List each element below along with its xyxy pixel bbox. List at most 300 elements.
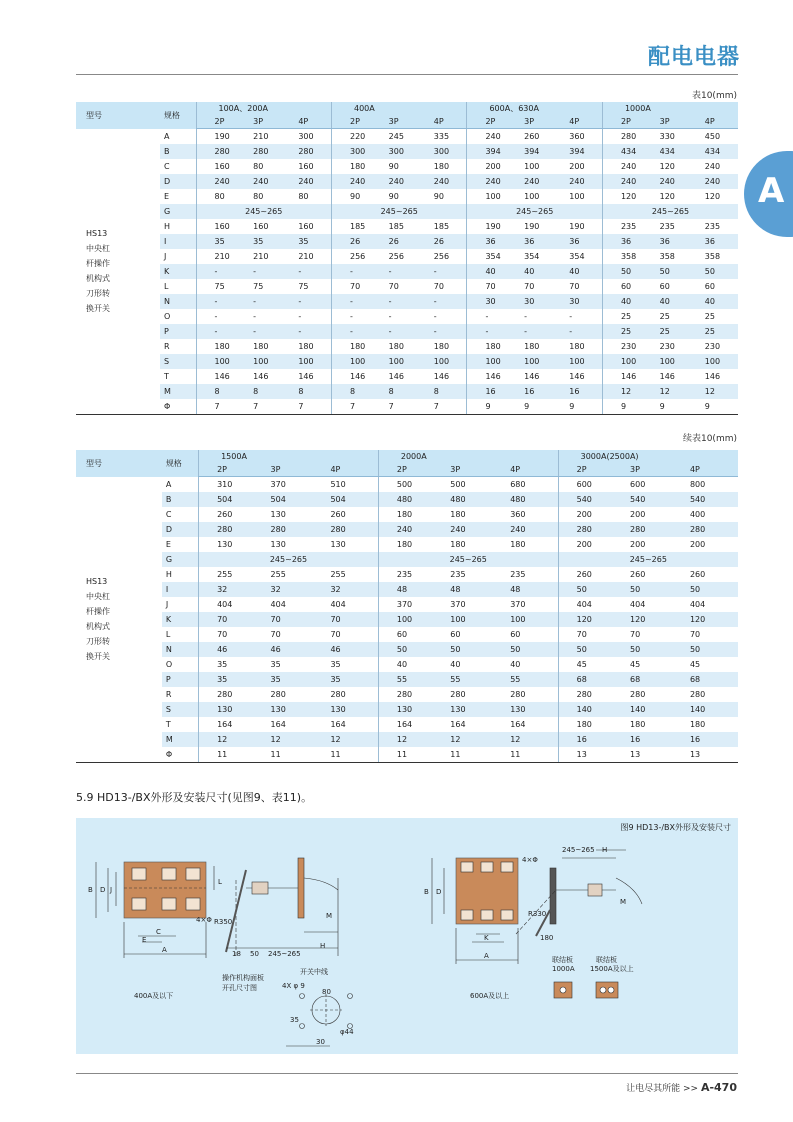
table-cell: - bbox=[196, 309, 241, 324]
table-cell: 100 bbox=[378, 612, 438, 627]
table-cell: 100 bbox=[524, 192, 540, 201]
table-cell: 70 bbox=[318, 612, 378, 627]
table-cell: 36 bbox=[467, 234, 512, 249]
table-cell: 40 bbox=[450, 660, 461, 669]
table-cell: 280 bbox=[378, 687, 438, 702]
fig-label-4phi9: 4X φ 9 bbox=[282, 982, 305, 990]
table-row bbox=[76, 159, 738, 174]
table-cell: 240 bbox=[331, 174, 376, 189]
table-cell: 200 bbox=[558, 507, 618, 522]
dim-label: C bbox=[165, 510, 172, 519]
table-cell: 255 bbox=[270, 570, 286, 579]
table-cell: 9 bbox=[512, 399, 557, 415]
table-cell: 200 bbox=[558, 537, 618, 552]
table-cell: 280 bbox=[259, 522, 319, 537]
table-cell: - bbox=[377, 324, 422, 339]
section-title: 配电电器 bbox=[647, 45, 740, 70]
table-cell: 70 bbox=[270, 630, 281, 639]
figure-caption: 图9 HD13-/BX外形及安装尺寸 bbox=[620, 823, 731, 832]
dim-label: D bbox=[160, 174, 196, 189]
table-cell: 394 bbox=[557, 144, 602, 159]
table-cell: 240 bbox=[602, 159, 647, 174]
table-cell: 280 bbox=[330, 690, 346, 699]
table-cell: 45 bbox=[630, 660, 641, 669]
table-row bbox=[76, 174, 738, 189]
table-cell: - bbox=[388, 312, 392, 321]
table-cell: 180 bbox=[253, 342, 269, 351]
table-cell: 100 bbox=[524, 162, 540, 171]
table-cell: 55 bbox=[378, 672, 438, 687]
model-header: 型号 bbox=[76, 450, 162, 477]
table-row bbox=[76, 249, 738, 264]
table-cell: 434 bbox=[602, 144, 647, 159]
table-cell: 12 bbox=[602, 384, 647, 399]
dim-label: N bbox=[160, 294, 196, 309]
table-cell: - bbox=[331, 309, 376, 324]
table-cell: 200 bbox=[630, 540, 646, 549]
table-cell: 260 bbox=[558, 567, 618, 582]
table-row bbox=[76, 399, 738, 415]
table-cell: 40 bbox=[602, 294, 647, 309]
table-cell: 68 bbox=[558, 672, 618, 687]
table-cell: 100 bbox=[512, 354, 557, 369]
table-cell: 160 bbox=[298, 162, 314, 171]
table-cell: 280 bbox=[199, 687, 259, 702]
table-cell: 120 bbox=[602, 189, 647, 204]
table-cell: 190 bbox=[196, 129, 241, 145]
dim-label: B bbox=[160, 144, 196, 159]
table-cell: 180 bbox=[569, 342, 585, 351]
table-cell: 35 bbox=[330, 660, 341, 669]
table-cell: 9 bbox=[602, 399, 647, 415]
table-cell: 310 bbox=[199, 477, 259, 493]
pole-header: 3P bbox=[241, 115, 286, 129]
dim-label: K bbox=[160, 264, 196, 279]
rating-group: 600A、630A bbox=[467, 102, 602, 115]
table-cell: 9 bbox=[693, 399, 738, 415]
table-row bbox=[76, 189, 738, 204]
table-cell: - bbox=[422, 324, 467, 339]
table-row bbox=[76, 582, 738, 597]
merged-cell: 245~265 bbox=[467, 204, 602, 219]
chapter-badge-letter: A bbox=[758, 171, 785, 211]
table-cell: 360 bbox=[510, 510, 526, 519]
fig-label-80: 80 bbox=[322, 988, 331, 996]
table-cell: 146 bbox=[253, 372, 269, 381]
fig-label-50: 50 bbox=[250, 950, 259, 958]
table-cell: 70 bbox=[467, 279, 512, 294]
table-cell: 300 bbox=[298, 132, 314, 141]
dim-label: L bbox=[165, 630, 171, 639]
table-cell: 160 bbox=[196, 159, 241, 174]
table-cell: 70 bbox=[524, 282, 535, 291]
table-row bbox=[76, 702, 738, 717]
table-row bbox=[76, 384, 738, 399]
rating-group: 3000A(2500A) bbox=[558, 450, 738, 463]
table-cell: 90 bbox=[388, 192, 399, 201]
table-cell: 280 bbox=[241, 144, 286, 159]
model-cell bbox=[76, 129, 160, 415]
table-cell: 100 bbox=[498, 612, 558, 627]
table-cell: 146 bbox=[569, 372, 585, 381]
table-cell: 70 bbox=[630, 630, 641, 639]
table-cell: 404 bbox=[270, 600, 286, 609]
table-cell: 404 bbox=[330, 600, 346, 609]
table-cell: 200 bbox=[689, 540, 706, 549]
table-cell: 330 bbox=[659, 132, 675, 141]
fig-label-c: C bbox=[156, 928, 161, 936]
model-line: 刀形转 bbox=[86, 637, 110, 647]
table-cell: 146 bbox=[298, 372, 314, 381]
table-cell: 60 bbox=[602, 279, 647, 294]
dim-label: S bbox=[160, 354, 196, 369]
table-cell: 240 bbox=[438, 522, 498, 537]
table-cell: 32 bbox=[199, 582, 259, 597]
table-cell: 300 bbox=[377, 144, 422, 159]
table-cell: 8 bbox=[241, 384, 286, 399]
table-cell: 16 bbox=[512, 384, 557, 399]
table-cell: 280 bbox=[196, 144, 241, 159]
table-cell: 100 bbox=[377, 354, 422, 369]
table-cell: 7 bbox=[286, 399, 331, 415]
table-cell: 260 bbox=[330, 510, 346, 519]
table-cell: 256 bbox=[388, 252, 404, 261]
table-cell: 130 bbox=[378, 702, 438, 717]
dim-label: G bbox=[162, 552, 199, 567]
table-cell: 75 bbox=[253, 282, 264, 291]
table-cell: 260 bbox=[630, 570, 646, 579]
table-cell: 360 bbox=[569, 132, 585, 141]
spec-table-1 bbox=[76, 102, 738, 415]
fig-label-h2: H bbox=[602, 846, 608, 854]
table-cell: 48 bbox=[378, 582, 438, 597]
footer-slogan: 让电尽其所能 >> bbox=[626, 1084, 699, 1094]
table-cell: 70 bbox=[388, 282, 399, 291]
table-cell: 180 bbox=[331, 339, 376, 354]
table-row bbox=[76, 552, 738, 567]
table-cell: 540 bbox=[558, 492, 618, 507]
table-cell: 50 bbox=[558, 642, 618, 657]
table-cell: 354 bbox=[524, 252, 540, 261]
table-cell: - bbox=[467, 324, 512, 339]
table-cell: 500 bbox=[378, 477, 438, 493]
table-cell: 185 bbox=[388, 222, 404, 231]
table-cell: 130 bbox=[318, 702, 378, 717]
table-cell: 46 bbox=[199, 642, 259, 657]
fig-label-245: 245~265 bbox=[268, 950, 301, 958]
table-cell: 8 bbox=[331, 384, 376, 399]
table-cell: 130 bbox=[330, 540, 346, 549]
table-cell: 230 bbox=[704, 342, 721, 351]
table-cell: - bbox=[524, 312, 528, 321]
table-cell: 40 bbox=[512, 264, 557, 279]
table-cell: 11 bbox=[438, 747, 498, 763]
fig-label-d2: D bbox=[436, 888, 442, 896]
model-cell bbox=[76, 477, 162, 763]
table-row bbox=[76, 627, 738, 642]
pole-header: 4P bbox=[286, 115, 331, 129]
table-cell: 100 bbox=[467, 354, 512, 369]
table-row bbox=[76, 537, 738, 552]
table-cell: 160 bbox=[298, 222, 314, 231]
table-cell: 210 bbox=[253, 252, 269, 261]
table-row bbox=[76, 264, 738, 279]
table-cell: 130 bbox=[199, 537, 259, 552]
table-cell: 240 bbox=[557, 174, 602, 189]
table-row bbox=[76, 324, 738, 339]
table-cell: 354 bbox=[467, 249, 512, 264]
table-cell: 255 bbox=[199, 567, 259, 582]
fig-label-r350: R350 bbox=[214, 918, 233, 926]
table-cell: 50 bbox=[678, 582, 738, 597]
fig-label-18: 18 bbox=[232, 950, 241, 958]
table-cell: 140 bbox=[618, 702, 678, 717]
table-cell: 240 bbox=[498, 522, 558, 537]
panel-note-1: 操作机构面板 bbox=[222, 974, 264, 982]
table-cell: 9 bbox=[467, 399, 512, 415]
table-row bbox=[76, 294, 738, 309]
table-cell: 130 bbox=[199, 702, 259, 717]
table-cell: 32 bbox=[259, 582, 319, 597]
fig-label-m: M bbox=[326, 912, 333, 920]
merged-cell: 245~265 bbox=[602, 204, 738, 219]
table-cell: 434 bbox=[648, 144, 693, 159]
table-cell: 180 bbox=[689, 720, 706, 729]
table-row bbox=[76, 612, 738, 627]
table-cell: 50 bbox=[648, 264, 693, 279]
table-cell: 90 bbox=[331, 189, 376, 204]
table-cell: 100 bbox=[422, 354, 467, 369]
table-cell: 7 bbox=[422, 399, 467, 415]
table-cell: 404 bbox=[558, 597, 618, 612]
fig-label-d: D bbox=[100, 886, 106, 894]
table-cell: - bbox=[512, 324, 557, 339]
pole-header: 4P bbox=[422, 115, 467, 129]
table-cell: 46 bbox=[259, 642, 319, 657]
table-cell: 450 bbox=[704, 132, 721, 141]
dimension-figure bbox=[76, 818, 738, 1054]
table-cell: 146 bbox=[433, 372, 450, 381]
table-cell: 256 bbox=[331, 249, 376, 264]
pole-header: 2P bbox=[199, 463, 259, 477]
dim-label: Φ bbox=[160, 399, 196, 415]
table-cell: 180 bbox=[558, 717, 618, 732]
dim-label: G bbox=[160, 204, 196, 219]
table-cell: 800 bbox=[689, 480, 706, 489]
model-line: 中央杠 bbox=[86, 592, 110, 602]
table-cell: - bbox=[298, 312, 302, 321]
dim-label: P bbox=[162, 672, 199, 687]
dim-label: A bbox=[164, 131, 170, 141]
table-cell: - bbox=[241, 324, 286, 339]
table-cell: 70 bbox=[558, 627, 618, 642]
table-cell: 600 bbox=[558, 477, 618, 493]
table-cell: 140 bbox=[558, 702, 618, 717]
table-cell: 80 bbox=[298, 192, 309, 201]
table-cell: 164 bbox=[378, 717, 438, 732]
table-cell: 50 bbox=[693, 264, 738, 279]
model-line: 中央杠 bbox=[86, 244, 110, 254]
model-line: HS13 bbox=[86, 577, 108, 587]
table-cell: 11 bbox=[199, 747, 259, 763]
table-row bbox=[76, 597, 738, 612]
table-cell: 100 bbox=[331, 354, 376, 369]
table-cell: 70 bbox=[569, 282, 580, 291]
table-cell: 280 bbox=[689, 690, 706, 699]
table-cell: 7 bbox=[377, 399, 422, 415]
link-1500-1: 联结板 bbox=[596, 956, 617, 964]
fig-label-a2: A bbox=[484, 952, 489, 960]
table-cell: 180 bbox=[630, 720, 646, 729]
table-cell: - bbox=[467, 309, 512, 324]
table-cell: 260 bbox=[689, 570, 706, 579]
table-cell: 504 bbox=[318, 492, 378, 507]
merged-cell: 245~265 bbox=[331, 204, 466, 219]
model-line: 换开关 bbox=[86, 304, 110, 314]
table-cell: 45 bbox=[558, 657, 618, 672]
table-cell: - bbox=[331, 264, 376, 279]
table-cell: 240 bbox=[378, 522, 438, 537]
table-cell: 404 bbox=[689, 600, 706, 609]
pole-header: 2P bbox=[378, 463, 438, 477]
table-row bbox=[76, 339, 738, 354]
table-row bbox=[76, 747, 738, 763]
table-cell: 11 bbox=[259, 747, 319, 763]
model-line: 刀形转 bbox=[86, 289, 110, 299]
table-cell: 120 bbox=[704, 192, 721, 201]
table-cell: 190 bbox=[524, 222, 540, 231]
table-cell: 146 bbox=[331, 369, 376, 384]
table-cell: - bbox=[196, 294, 241, 309]
dim-label: T bbox=[164, 372, 169, 381]
table-cell: 100 bbox=[693, 354, 738, 369]
table-cell: 300 bbox=[422, 144, 467, 159]
table-cell: 260 bbox=[524, 132, 540, 141]
pole-header: 2P bbox=[602, 115, 647, 129]
table-cell: 130 bbox=[438, 702, 498, 717]
table-row bbox=[76, 144, 738, 159]
table-cell: 46 bbox=[318, 642, 378, 657]
table-cell: 12 bbox=[693, 384, 738, 399]
table-cell: 50 bbox=[678, 642, 738, 657]
table-cell: 164 bbox=[450, 720, 466, 729]
dim-label: E bbox=[165, 540, 171, 549]
table-cell: - bbox=[377, 264, 422, 279]
table-cell: 70 bbox=[199, 612, 259, 627]
table-cell: 235 bbox=[450, 570, 466, 579]
header-divider bbox=[76, 74, 738, 75]
table-cell: 240 bbox=[693, 174, 738, 189]
table-cell: - bbox=[422, 294, 467, 309]
pole-header: 3P bbox=[618, 463, 678, 477]
table-cell: 40 bbox=[510, 660, 521, 669]
table-cell: 25 bbox=[602, 309, 647, 324]
table-cell: 7 bbox=[196, 399, 241, 415]
table-cell: - bbox=[286, 264, 331, 279]
table-cell: 280 bbox=[602, 129, 647, 145]
table-cell: 11 bbox=[498, 747, 558, 763]
table-cell: 100 bbox=[569, 192, 585, 201]
table-cell: 146 bbox=[388, 372, 404, 381]
table-cell: 9 bbox=[648, 399, 693, 415]
table-cell: 16 bbox=[467, 384, 512, 399]
dim-label: Φ bbox=[162, 747, 199, 763]
table-cell: 500 bbox=[450, 480, 466, 489]
table-cell: 50 bbox=[438, 642, 498, 657]
merged-cell: 245~265 bbox=[378, 552, 558, 567]
table-cell: 240 bbox=[512, 174, 557, 189]
table-cell: 60 bbox=[510, 630, 521, 639]
rating-group: 2000A bbox=[378, 450, 558, 463]
dim-label: J bbox=[165, 600, 169, 609]
table-cell: 100 bbox=[557, 354, 602, 369]
table-cell: 30 bbox=[467, 294, 512, 309]
section-heading: 5.9 HD13-/BX外形及安装尺寸(见图9、表11)。 bbox=[76, 791, 313, 804]
pole-header: 4P bbox=[557, 115, 602, 129]
table-cell: 230 bbox=[659, 342, 675, 351]
link-1000-2: 1000A bbox=[552, 965, 575, 973]
table-cell: 26 bbox=[377, 234, 422, 249]
dim-label: E bbox=[164, 192, 170, 201]
table-cell: 80 bbox=[253, 192, 264, 201]
table-cell: 100 bbox=[196, 354, 241, 369]
table-cell: 120 bbox=[659, 192, 675, 201]
table-row bbox=[76, 354, 738, 369]
table-cell: 260 bbox=[199, 507, 259, 522]
table1-caption: 表10(mm) bbox=[691, 91, 737, 101]
dim-label: J bbox=[164, 252, 167, 261]
table-cell: 180 bbox=[388, 342, 404, 351]
table-cell: 370 bbox=[270, 480, 286, 489]
table-cell: - bbox=[241, 294, 286, 309]
pole-header: 4P bbox=[318, 463, 378, 477]
dim-label: K bbox=[162, 612, 199, 627]
table-cell: 280 bbox=[558, 522, 618, 537]
table-cell: 245 bbox=[388, 132, 404, 141]
table-cell: 35 bbox=[286, 234, 331, 249]
table-cell: 146 bbox=[704, 372, 721, 381]
pole-header: 2P bbox=[331, 115, 376, 129]
table-cell: 100 bbox=[438, 612, 498, 627]
table-cell: 60 bbox=[659, 282, 670, 291]
pole-header: 4P bbox=[498, 463, 558, 477]
dim-label: I bbox=[162, 582, 199, 597]
fig-label-h: H bbox=[320, 942, 326, 950]
table2-caption: 续表10(mm) bbox=[682, 434, 737, 444]
rating-group: 1000A bbox=[602, 102, 738, 115]
dim-label: S bbox=[162, 702, 199, 717]
table-cell: 235 bbox=[602, 219, 647, 234]
table-cell: 280 bbox=[199, 522, 259, 537]
table-cell: 16 bbox=[558, 732, 618, 747]
table-cell: 35 bbox=[259, 672, 319, 687]
table-cell: 240 bbox=[286, 174, 331, 189]
table-row bbox=[76, 507, 738, 522]
fig-label-245b: 245~265 bbox=[562, 846, 595, 854]
fig-label-j: J bbox=[110, 886, 113, 894]
table-cell: 75 bbox=[196, 279, 241, 294]
table-cell: 13 bbox=[618, 747, 678, 763]
table-cell: 35 bbox=[241, 234, 286, 249]
table-cell: 32 bbox=[318, 582, 378, 597]
table-cell: - bbox=[286, 324, 331, 339]
dim-label: H bbox=[164, 222, 171, 231]
merged-cell: 245~265 bbox=[196, 204, 331, 219]
table-cell: - bbox=[422, 264, 467, 279]
table-cell: 146 bbox=[467, 369, 512, 384]
table-cell: 280 bbox=[286, 144, 331, 159]
spec-header: 规格 bbox=[162, 450, 199, 477]
